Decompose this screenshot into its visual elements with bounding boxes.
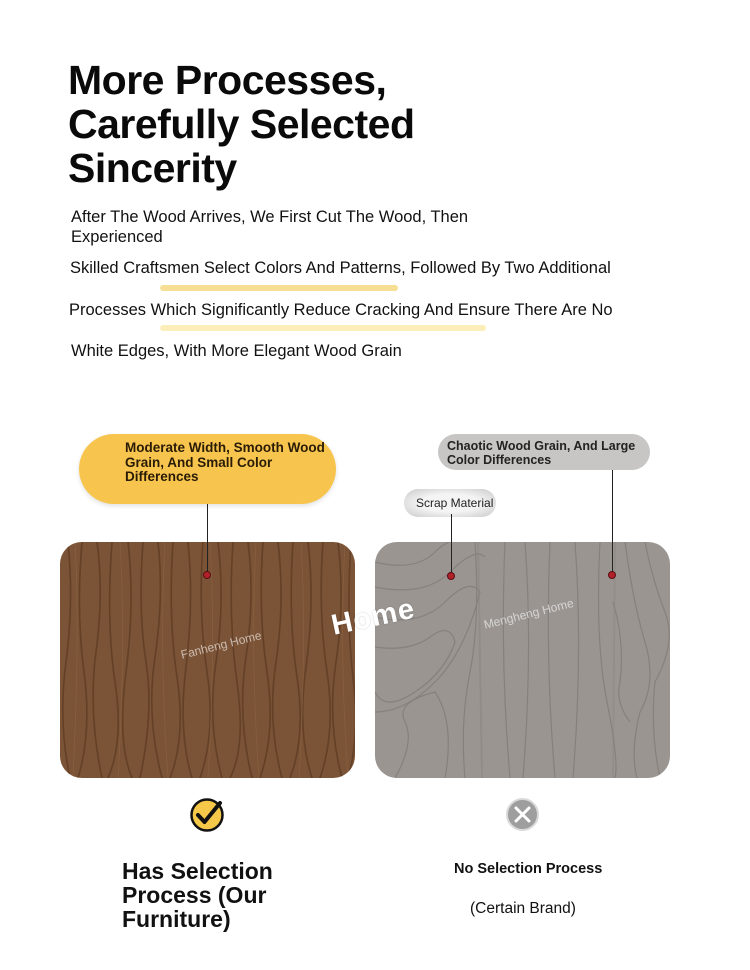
scrap-material-callout: [404, 489, 496, 517]
watermark-left: Fanheng Home: [179, 628, 263, 662]
gray-wood-grain: [375, 542, 670, 778]
right-callout-text: Chaotic Wood Grain, And Large Color Differences: [447, 439, 636, 467]
description-line-4: White Edges, With More Elegant Wood Grain: [71, 342, 402, 360]
description-line-1: After The Wood Arrives, We First Cut The Wood, Then Experienced: [71, 208, 469, 246]
highlight-stroke: [160, 285, 398, 291]
right-pointer-dot: [608, 571, 616, 579]
watermark-center: Home: [328, 592, 418, 642]
our-furniture-label: Has Selection Process (Our Furniture): [122, 858, 273, 932]
certain-brand-label: (Certain Brand): [470, 900, 576, 917]
headline: [68, 58, 628, 190]
highlight-stroke: [160, 325, 486, 331]
no-selection-label: No Selection Process: [454, 861, 603, 877]
x-circle-icon: [505, 797, 540, 832]
scrap-material-text: Scrap Material: [416, 496, 494, 510]
headline-line-3: Sincerity: [68, 145, 237, 191]
check-circle-icon: [189, 797, 225, 833]
left-callout: [79, 434, 336, 504]
scrap-pointer-line: [451, 514, 452, 576]
gray-wood-panel: [375, 542, 670, 778]
right-pointer-line: [612, 470, 613, 575]
description-line-2: Skilled Craftsmen Select Colors And Patterns, Followed By Two Additional: [70, 259, 611, 277]
watermark-right: Mengheng Home: [482, 595, 576, 632]
left-pointer-line: [207, 504, 208, 574]
left-pointer-dot: [203, 571, 211, 579]
scrap-pointer-dot: [447, 572, 455, 580]
right-callout: [438, 434, 650, 470]
left-callout-text: Moderate Width, Smooth Wood Grain, And Small Color Differences: [125, 440, 325, 484]
description-line-3: Processes Which Significantly Reduce Cracking And Ensure There Are No: [69, 301, 613, 319]
headline-line-1: More Processes,: [68, 57, 387, 103]
headline-line-2: Carefully Selected: [68, 101, 415, 147]
